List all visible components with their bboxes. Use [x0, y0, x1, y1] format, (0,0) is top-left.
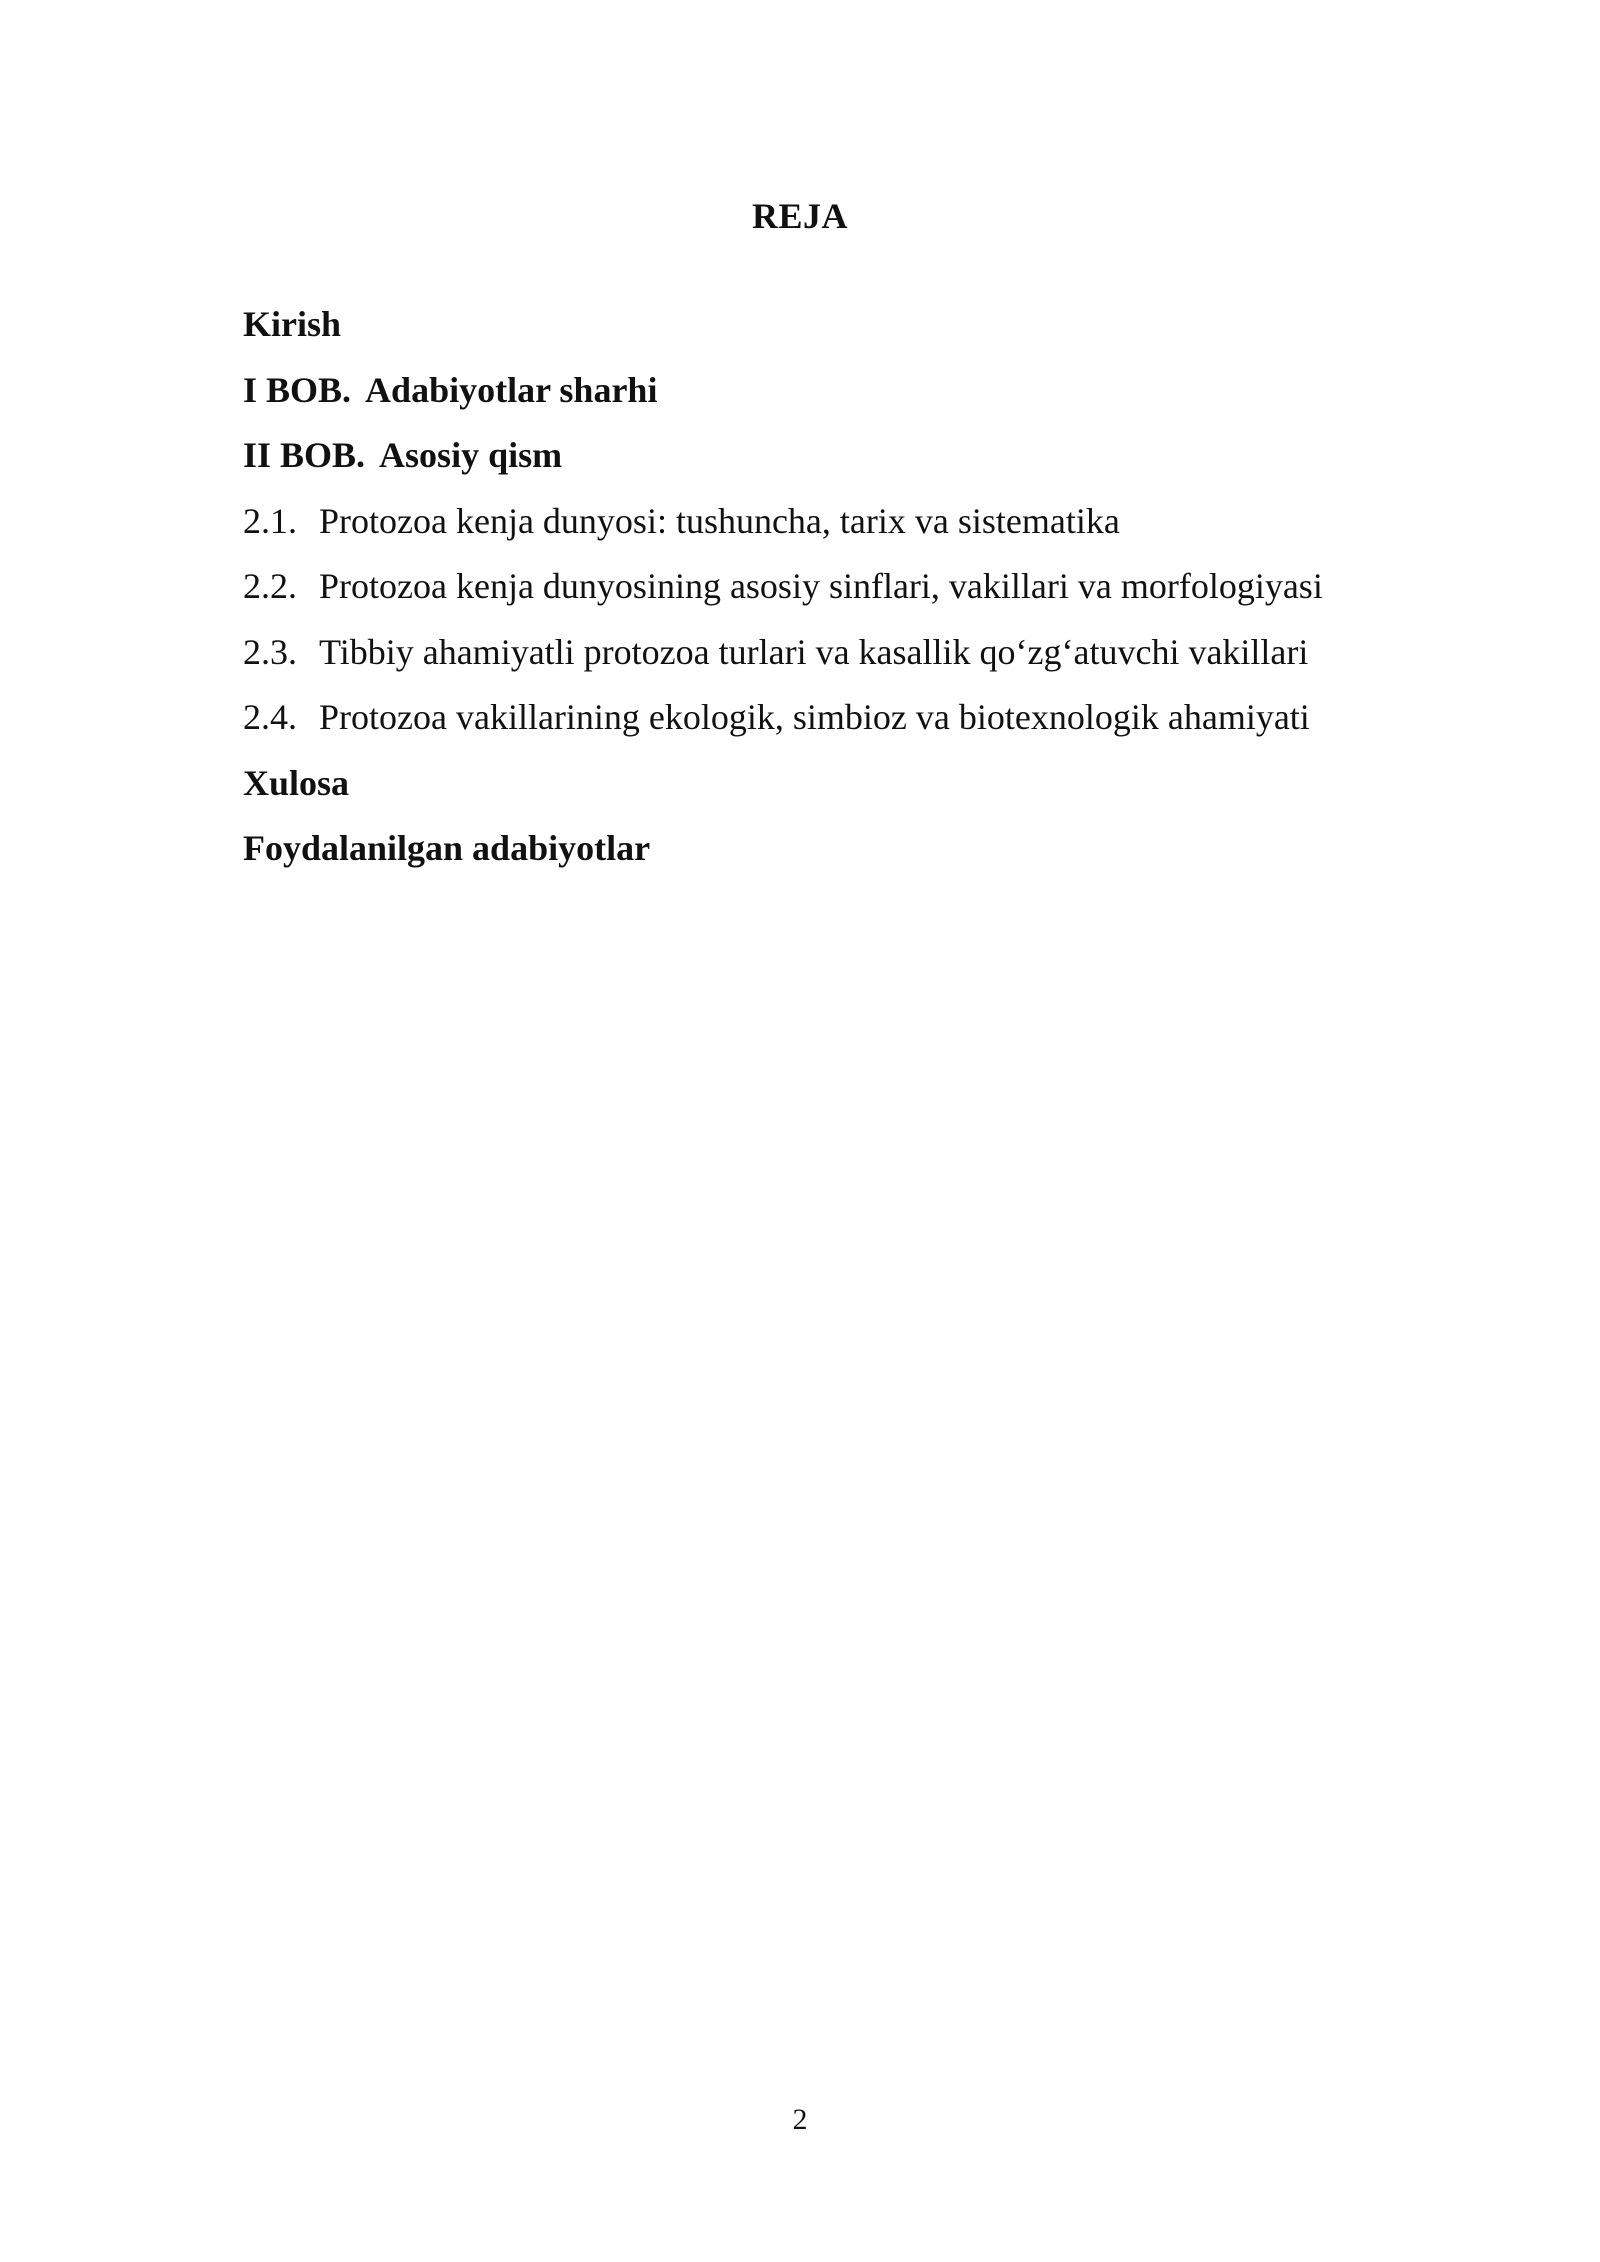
toc-entry-section-2-2	[243, 562, 1443, 628]
toc-entry-conclusion	[243, 759, 1443, 825]
section-number: 2.3.	[243, 631, 297, 672]
page-title: REJA	[751, 196, 848, 236]
toc-entry-label: Asosiy qism	[379, 435, 563, 475]
toc-entry-section-2-1	[243, 497, 1443, 563]
toc-entry-chapter-2	[243, 431, 1443, 497]
chapter-number: II BOB.	[243, 435, 366, 475]
toc-entry-label: Adabiyotlar sharhi	[365, 369, 658, 410]
toc-entry-section-2-3	[243, 628, 1443, 694]
toc-entry-label: Protozoa vakillarining ekologik, simbioz va biotexnologik ahamiyati	[319, 697, 1310, 737]
toc-entry-chapter-1	[243, 366, 1443, 432]
section-number: 2.4.	[243, 697, 297, 737]
toc-entry-label: Xulosa	[243, 762, 350, 803]
toc-entry-label: Kirish	[243, 304, 342, 344]
chapter-number: I BOB.	[243, 369, 352, 410]
toc-entry-label: Tibbiy ahamiyatli protozoa turlari va kasallik qo‘zg‘atuvchi vakillari	[319, 631, 1309, 672]
section-number: 2.1.	[243, 500, 297, 541]
section-number: 2.2.	[243, 566, 297, 606]
toc-entry-label: Protozoa kenja dunyosining asosiy sinflari, vakillari va morfologiyasi	[319, 566, 1323, 606]
toc-entry-section-2-4	[243, 693, 1443, 759]
page-number: 2	[792, 2103, 808, 2136]
toc-entry-label: Protozoa kenja dunyosi: tushuncha, tarix va sistematika	[319, 500, 1120, 541]
toc-entry-label: Foydalanilgan adabiyotlar	[243, 828, 651, 868]
toc-entry-references	[243, 824, 1443, 890]
table-of-contents	[243, 300, 1443, 890]
toc-entry-intro	[243, 300, 1443, 366]
